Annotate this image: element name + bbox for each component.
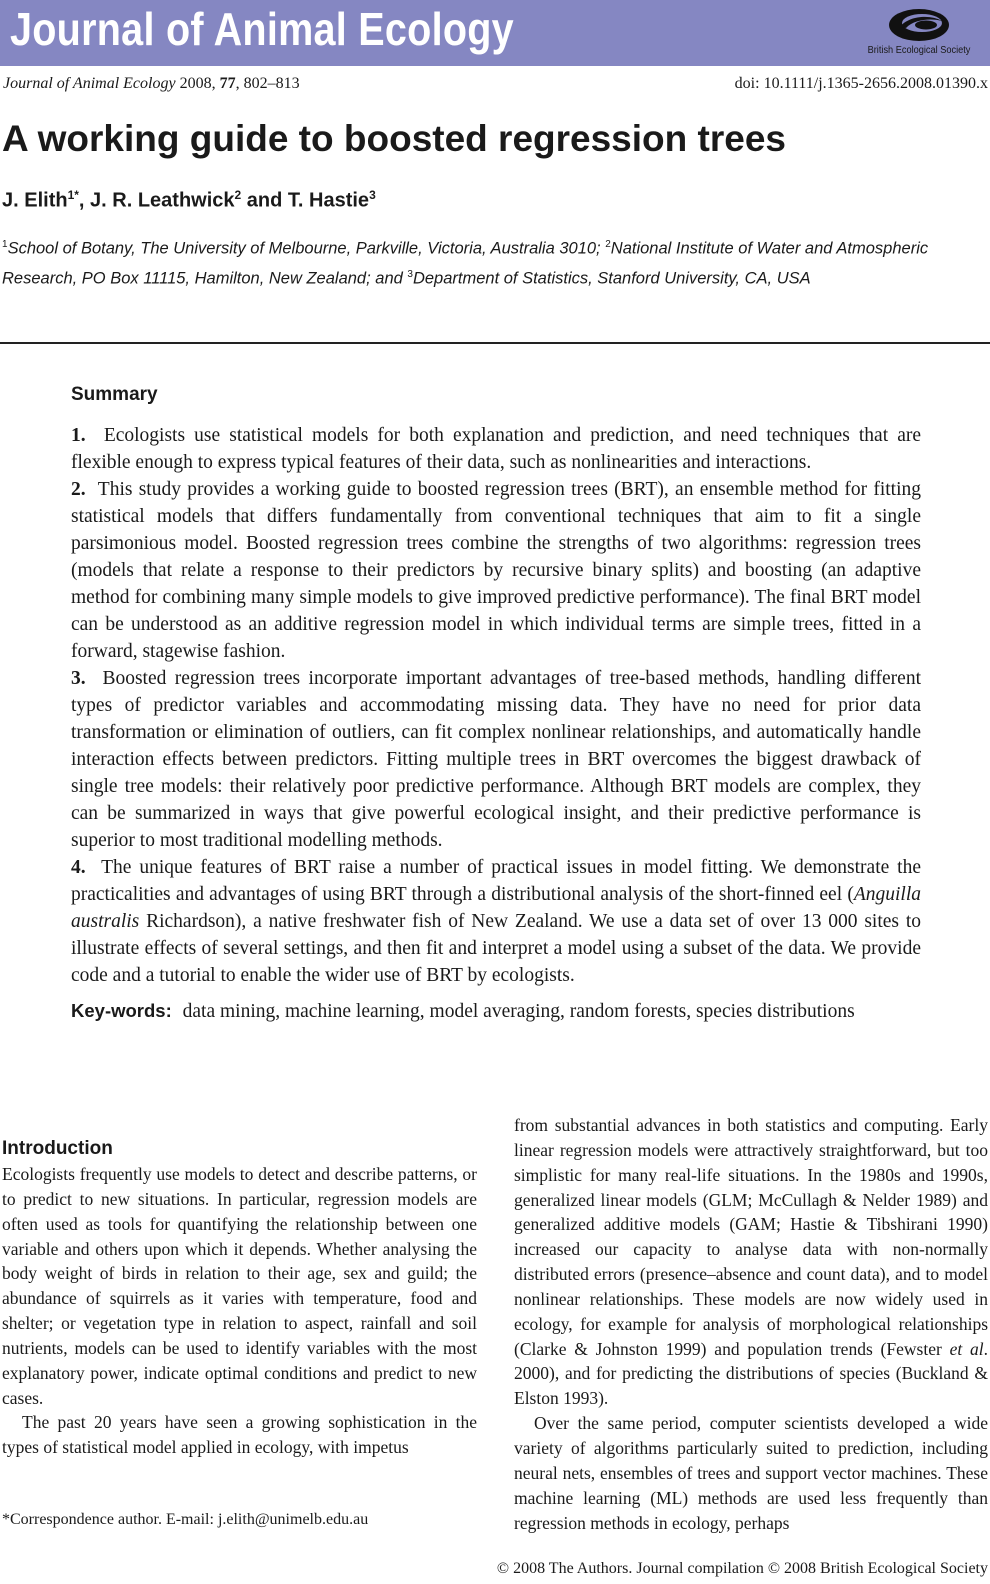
citation bbox=[3, 75, 300, 93]
species-name: Anguilla australis bbox=[71, 884, 921, 932]
point-number: 3. bbox=[71, 668, 86, 689]
point-text: This study provides a working guide to boosted regression trees (BRT), an ensemble method for fitting statistical models that differs fundamentally from conventional techniques that aim to fit a single parsimonious model. Boosted regression trees combine the strengths of two algorithms: regression trees (models that relate a response to their predictors by recursive binary splits) and boosting (an adaptive method for combining many simple models to give improved predictive performance). The final BRT model can be understood as an additive regression model in which individual terms are simple trees, fitted in a forward, stagewise fashion. bbox=[71, 479, 921, 662]
author-separator: and bbox=[241, 189, 288, 212]
copyright-notice: © 2008 The Authors. Journal compilation © 2008 British Ecological Society bbox=[496, 1560, 988, 1577]
summary-heading: Summary bbox=[71, 384, 158, 405]
affil-sup: 1 bbox=[2, 239, 8, 250]
journal-banner-title: Journal of Animal Ecology bbox=[10, 3, 514, 55]
paragraph-text: . 2000), and for predicting the distributions of species (Buckland & Elston 1993). bbox=[514, 1338, 988, 1409]
et-al: et al bbox=[949, 1338, 984, 1359]
summary-point bbox=[71, 854, 921, 989]
paragraph bbox=[514, 1113, 988, 1411]
author-sup: 1* bbox=[67, 188, 79, 202]
point-text: Richardson), a native freshwater fish of New Zealand. We use a data set of over 13 000 sites to illustrate effects of several settings, and then fit and interpret a model using a subset of the data. We provide code and a tutorial to enable the wider use of BRT by ecologists. bbox=[71, 911, 921, 986]
citation-pages: , 802–813 bbox=[235, 75, 300, 92]
author-sup: 3 bbox=[369, 188, 376, 202]
paragraph: Over the same period, computer scientists developed a wide variety of algorithms particularly suited to prediction, including neural nets, ensembles of trees and support vector machines. These machine learning (ML) methods are used less frequently than regression methods in ecology, perhaps bbox=[514, 1413, 988, 1533]
keywords bbox=[71, 997, 941, 1025]
affiliation: School of Botany, The University of Melbourne, Parkville, Victoria, Australia 3010; bbox=[7, 239, 606, 258]
paragraph-text: from substantial advances in both statistics and computing. Early linear regression models were attractively straightforward, but too simplistic for many real-life situations. In the 1980s and 1990s, generalized linear models (GLM; McCullagh & Nelder 1989) and generalized additive models (GAM; Hastie & Tibshirani 1990) increased our capacity to analyse data with non-normally distributed errors (presence–absence and count data), and to model nonlinear relationships. These models are now widely used in ecology, for example for analysis of morphological relationships (Clarke & Johnston 1999) and population trends (Fewster bbox=[514, 1115, 988, 1359]
author-name: T. Hastie bbox=[287, 189, 370, 212]
correspondence-footnote: *Correspondence author. E-mail: j.elith@unimelb.edu.au bbox=[2, 1511, 369, 1528]
point-number: 4. bbox=[71, 857, 86, 878]
affil-sup: 3 bbox=[407, 268, 413, 280]
summary-point bbox=[71, 422, 921, 476]
author-sup: 2 bbox=[234, 188, 242, 202]
summary-body bbox=[71, 422, 921, 989]
paragraph: Ecologists frequently use models to detect and describe patterns, or to predict to new situations. In particular, regression models are often used as tools for quantifying the relationship between one variable and others upon which it depends. Whether analysing the body weight of birds in relation to their age, sex and guild; the abundance of squirrels as it varies with temperature, food and shelter; or vegetation type in relation to aspect, rainfall and soil nutrients, models can be used to identify variables with the most explanatory power, indicate optimal conditions and predict to new cases. bbox=[2, 1164, 477, 1408]
summary-point bbox=[71, 665, 921, 854]
author-separator: , bbox=[78, 189, 91, 212]
society-name: British Ecological Society bbox=[867, 45, 971, 56]
point-number: 1. bbox=[71, 425, 86, 446]
introduction-heading: Introduction bbox=[2, 1138, 113, 1159]
citation-journal: Journal of Animal Ecology bbox=[3, 75, 176, 92]
author-list bbox=[2, 188, 376, 213]
doi: doi: 10.1111/j.1365-2656.2008.01390.x bbox=[734, 75, 988, 92]
bes-swirl-logo-icon bbox=[886, 6, 952, 44]
point-text: Ecologists use statistical models for both explanation and prediction, and need techniques that are flexible enough to express typical features of their data, such as nonlinearities and interactions. bbox=[71, 425, 922, 473]
society-logo bbox=[858, 4, 980, 62]
affiliation: National Institute of Water and Atmospheric Research, PO Box 11115, Hamilton, New Zealand; and bbox=[2, 239, 929, 287]
keywords-list: data mining, machine learning, model averaging, random forests, species distributions bbox=[182, 1001, 855, 1022]
affil-sup: 2 bbox=[605, 239, 611, 250]
journal-banner bbox=[0, 0, 990, 66]
affiliations bbox=[2, 232, 962, 291]
author-name: J. R. Leathwick bbox=[90, 189, 235, 212]
header-divider bbox=[0, 342, 990, 344]
column-left bbox=[2, 1162, 477, 1460]
column-right bbox=[514, 1113, 988, 1535]
author-name: J. Elith bbox=[2, 189, 68, 212]
article-title: A working guide to boosted regression trees bbox=[2, 118, 786, 159]
keywords-label: Key-words: bbox=[71, 1000, 172, 1021]
point-text: The unique features of BRT raise a number of practical issues in model fitting. We demonstrate the practicalities and advantages of using BRT through a distributional analysis of the short-finned eel ( bbox=[71, 857, 921, 905]
summary-point bbox=[71, 476, 921, 665]
citation-volume: 77 bbox=[219, 75, 236, 92]
point-number: 2. bbox=[71, 479, 86, 500]
citation-year: 2008, bbox=[179, 75, 216, 92]
affiliation: Department of Statistics, Stanford University, CA, USA bbox=[412, 269, 811, 287]
paragraph: The past 20 years have seen a growing sophistication in the types of statistical model applied in ecology, with impetus bbox=[2, 1412, 477, 1458]
point-text: Boosted regression trees incorporate important advantages of tree-based methods, handling different types of predictor variables and accommodating missing data. They have no need for prior data transformation or elimination of outliers, can fit complex nonlinear relationships, and automatically handle interaction effects between predictors. Fitting multiple trees in BRT overcomes the biggest drawback of single tree models: their relatively poor predictive performance. Although BRT models are complex, they can be summarized in ways that give powerful ecological insight, and their predictive performance is superior to most traditional modelling methods. bbox=[71, 668, 921, 851]
